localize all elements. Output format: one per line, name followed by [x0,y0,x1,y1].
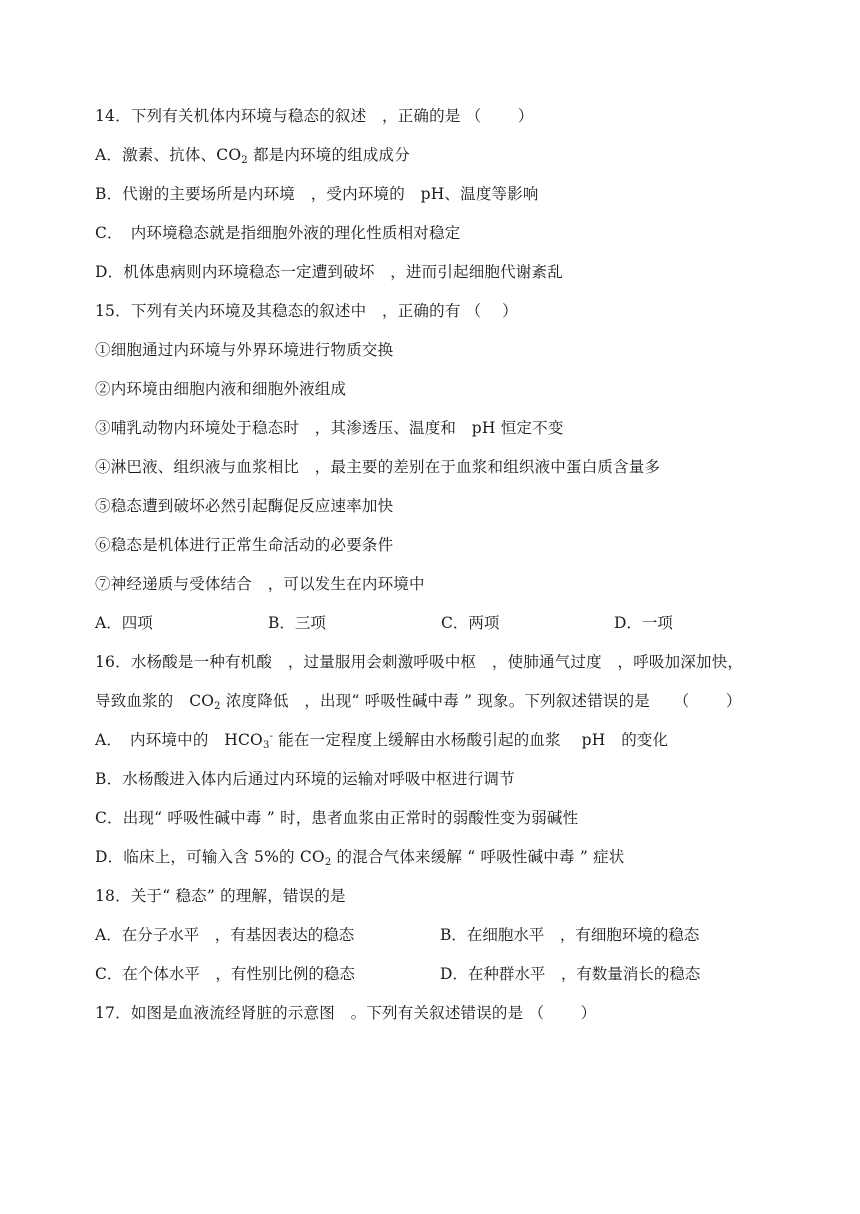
q15-item-1: ①细胞通过内环境与外界环境进行物质交换 [95,341,394,359]
q18-option-d: D．在种群水平 ，有数量消长的稳态 [440,965,701,983]
superscript: - [269,731,274,742]
q16-option-d-text-end: 的混合气体来缓解 “ 呼吸性碱中毒 ” 症状 [331,848,625,866]
q15-option-b: B．三项 [268,614,326,632]
q14-option-c: C． 内环境稳态就是指细胞外液的理化性质相对稳定 [95,224,461,242]
q16-option-c: C．出现“ 呼吸性碱中毒 ” 时，患者血浆由正常时的弱酸性变为弱碱性 [95,809,579,827]
q15-item-7: ⑦神经递质与受体结合 ，可以发生在内环境中 [95,575,425,593]
q15-item-4: ④淋巴液、组织液与血浆相比 ，最主要的差别在于血浆和组织液中蛋白质含量多 [95,458,661,476]
q18-option-b: B．在细胞水平 ，有细胞环境的稳态 [440,926,700,944]
q16-option-a [95,730,668,750]
q14-option-a [95,145,410,165]
q16-stem-line-2-text: 导致血浆的 CO [95,692,215,710]
q14-option-b: B．代谢的主要场所是内环境 ，受内环境的 pH、温度等影响 [95,185,539,203]
q18-option-c: C．在个体水平 ，有性别比例的稳态 [95,965,355,983]
q14-option-d: D．机体患病则内环境稳态一定遭到破坏 ，进而引起细胞代谢紊乱 [95,263,563,281]
q15-item-6: ⑥稳态是机体进行正常生命活动的必要条件 [95,536,394,554]
q16-stem-line-2-text-end: 浓度降低 ，出现“ 呼吸性碱中毒 ” 现象。下列叙述错误的是 （ ） [220,692,742,710]
q16-stem-line-2 [95,691,742,711]
q15-option-d: D．一项 [614,614,673,632]
q16-option-b: B．水杨酸进入体内后通过内环境的运输对呼吸中枢进行调节 [95,770,515,788]
q14-stem: 14．下列有关机体内环境与稳态的叙述 ，正确的是 （ ） [95,107,534,125]
q16-option-d-text: D．临床上，可输入含 5%的 CO [95,848,325,866]
subscript: 3 [262,740,270,751]
subscript: 2 [324,857,332,868]
q14-option-a-text: A．激素、抗体、CO [95,146,242,164]
q16-option-a-text: A． 内环境中的 HCO [95,731,263,749]
q18-stem: 18．关于“ 稳态” 的理解，错误的是 [95,887,346,905]
q15-option-c: C．两项 [441,614,500,632]
q15-item-5: ⑤稳态遭到破坏必然引起酶促反应速率加快 [95,497,394,515]
q17-stem: 17．如图是血液流经肾脏的示意图 。下列有关叙述错误的是 （ ） [95,1004,597,1022]
q18-option-a: A．在分子水平 ，有基因表达的稳态 [95,926,355,944]
q14-option-a-text-end: 都是内环境的组成成分 [247,146,410,164]
q15-item-2: ②内环境由细胞内液和细胞外液组成 [95,380,347,398]
q15-item-3: ③哺乳动物内环境处于稳态时 ，其渗透压、温度和 pH 恒定不变 [95,419,564,437]
q15-stem: 15．下列有关内环境及其稳态的叙述中 ，正确的有 （ ） [95,302,518,320]
q16-stem-line-1: 16．水杨酸是一种有机酸 ，过量服用会刺激呼吸中枢 ，使肺通气过度 ，呼吸加深加快， [95,653,744,671]
q16-option-a-text-end: 能在一定程度上缓解由水杨酸引起的血浆 pH 的变化 [273,731,669,749]
q15-option-a: A．四项 [95,614,153,632]
subscript: 2 [214,701,221,712]
subscript: 2 [241,155,248,166]
q16-option-d [95,847,625,867]
